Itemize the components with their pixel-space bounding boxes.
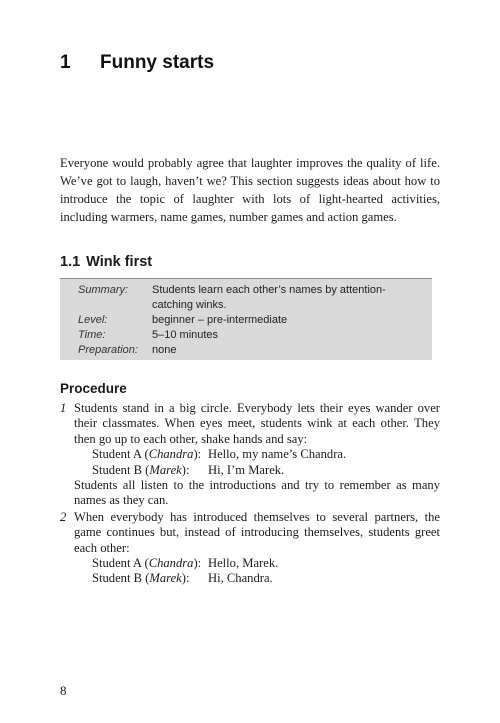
procedure-step-2 (60, 510, 440, 587)
summary-row (60, 283, 432, 313)
speaker-label: Student B (92, 462, 143, 477)
summary-key: Summary: (78, 284, 129, 296)
dialogue (92, 447, 440, 478)
step-text: When everybody has introduced themselves to several partners, the game continues but, instead of introducing themselves, students greet each other: (74, 509, 440, 555)
page-number: 8 (60, 683, 67, 698)
step-number: 1 (60, 401, 67, 415)
speaker-label: Student A (92, 556, 142, 571)
speaker-label: Student A (92, 447, 142, 462)
speaker: Student B (Marek): (92, 571, 190, 586)
speaker: Student A (Chandra): (92, 447, 202, 462)
speaker-name: Marek (149, 571, 182, 586)
speaker: Student B (Marek): (92, 462, 190, 477)
step-number: 2 (60, 509, 67, 524)
time-value: 5–10 minutes (152, 329, 219, 341)
dialogue-text: Hello, Marek. (208, 556, 279, 571)
speaker-name: Marek (149, 462, 182, 477)
procedure-step-1 (60, 401, 440, 509)
speaker-name: Chandra (148, 447, 194, 462)
speaker: Student A (Chandra): (92, 556, 202, 571)
procedure-steps (60, 401, 440, 588)
dialogue-text: Hi, I’m Marek. (208, 462, 285, 477)
step-body (74, 401, 440, 509)
preparation-row (60, 343, 432, 358)
speaker-label: Student B (92, 571, 143, 586)
chapter-heading (60, 52, 214, 74)
section-title: Wink first (86, 254, 153, 270)
procedure-heading: Procedure (60, 381, 127, 396)
level-row (60, 313, 432, 328)
level-value: beginner – pre-intermediate (152, 314, 288, 326)
preparation-value: none (152, 344, 177, 356)
dialogue-line (92, 571, 440, 586)
time-key: Time: (78, 329, 106, 341)
chapter-title: Funny starts (100, 52, 215, 73)
step-text: Students stand in a big circle. Everybody lets their eyes wander over their classmates. When eyes meet, students wink at each other. They then go up to each other, shake hands and say: (74, 401, 440, 446)
summary-box (60, 278, 432, 360)
step-body (74, 510, 440, 587)
dialogue (92, 556, 440, 587)
speaker-name: Chandra (148, 556, 194, 571)
preparation-key: Preparation: (78, 344, 138, 356)
dialogue-line (92, 463, 440, 478)
level-key: Level: (78, 314, 108, 326)
section-number: 1.1 (60, 254, 81, 270)
intro-paragraph: Everyone would probably agree that laughter improves the quality of life. We’ve got to laugh, haven’t we? This section suggests ideas about how to introduce the topic of laughter with lots of light-hearted activities, including warmers, name games, number games and action games. (60, 156, 440, 224)
dialogue-line (92, 556, 440, 571)
section-heading (60, 254, 152, 270)
time-row (60, 328, 432, 343)
dialogue-line (92, 447, 440, 462)
step-text-after: Students all listen to the introductions and try to remember as many names as they can. (74, 478, 440, 508)
dialogue-text: Hi, Chandra. (208, 571, 273, 586)
chapter-number: 1 (60, 52, 71, 73)
summary-value: Students learn each other’s names by attention-catching winks. (152, 284, 386, 311)
dialogue-text: Hello, my name’s Chandra. (208, 447, 347, 462)
